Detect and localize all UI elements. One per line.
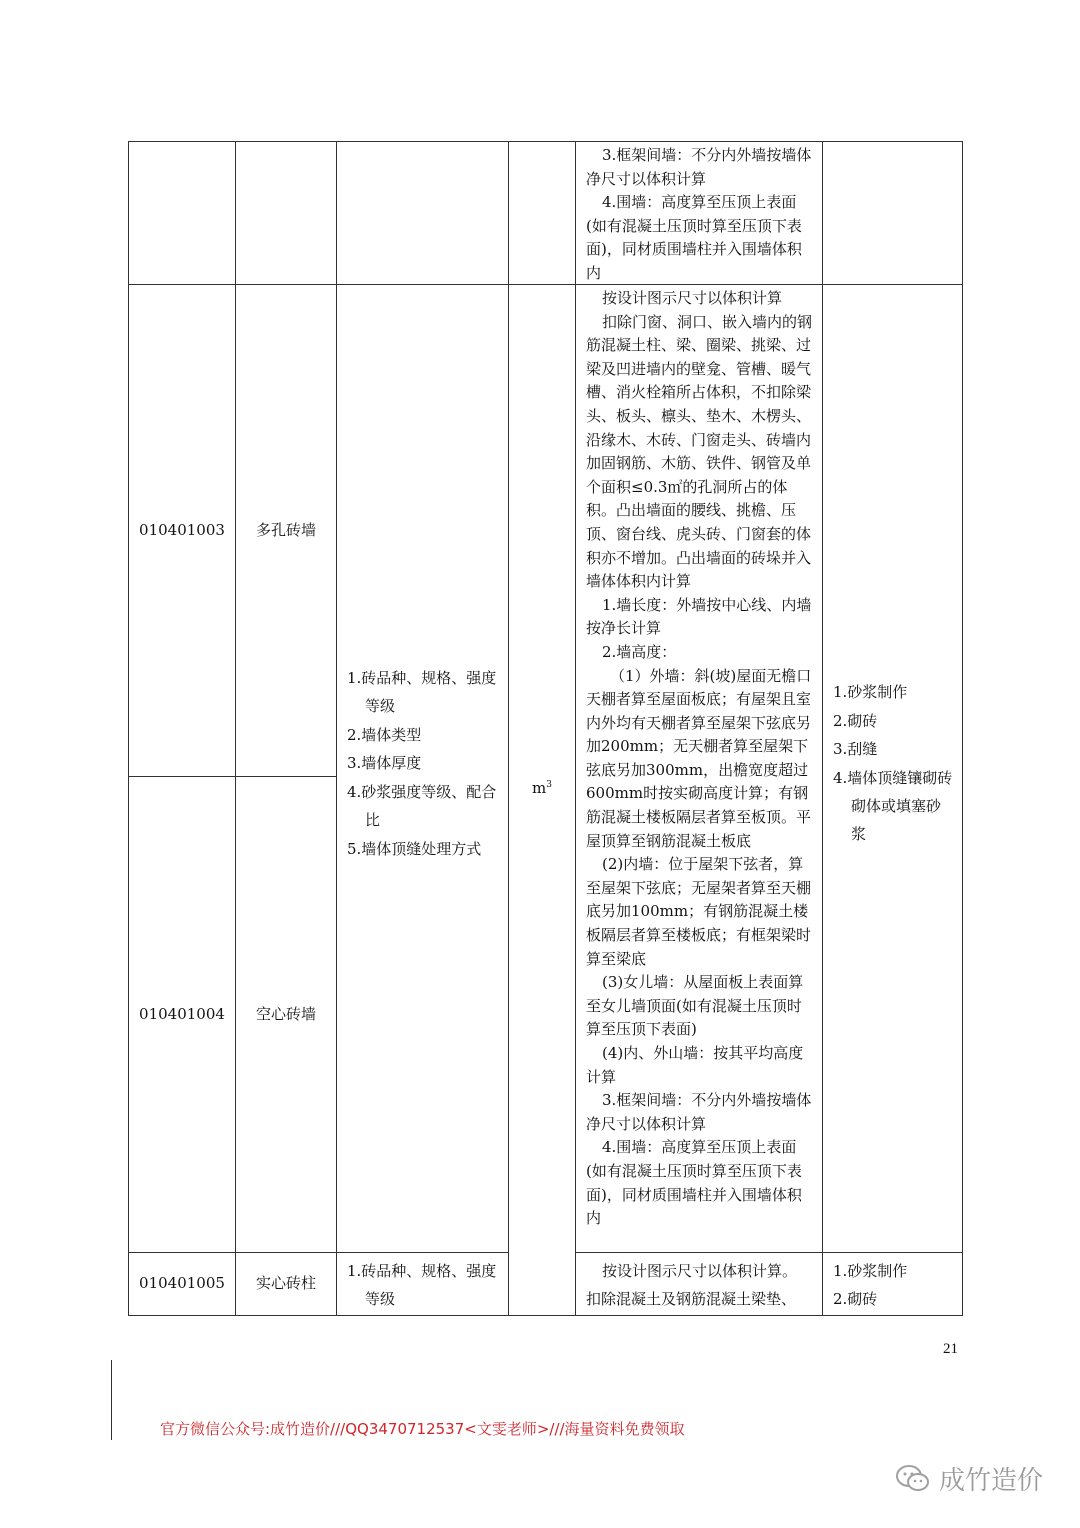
feature-list: [337, 1253, 508, 1314]
rule-text: (3)女儿墙：从屋面板上表面算至女儿墙顶面(如有混凝土压顶时算至压顶下表面): [586, 973, 804, 1039]
item-name: 实心砖柱: [255, 1274, 316, 1293]
feature-item: 3.墙体厚度: [347, 754, 422, 773]
rule-text: 3.框架间墙：不分内外墙按墙体净尺寸以体积计算: [586, 146, 812, 188]
cell-features-top: [336, 141, 509, 285]
work-list: [823, 1253, 962, 1314]
watermark-text: 成竹造价: [939, 1466, 1044, 1496]
item-code: 010401004: [139, 1004, 225, 1023]
rule-text: 按设计图示尺寸以体积计算。: [602, 1262, 798, 1280]
feature-item: 1.砖品种、规格、强度等级: [347, 669, 497, 716]
rule-text: 4.围墙：高度算至压顶上表面(如有混凝土压顶时算至压顶下表面)，同材质围墙柱并入围墙体积内: [586, 1138, 802, 1228]
cell-work-main: [822, 284, 963, 1253]
work-item: 3.刮缝: [833, 740, 878, 759]
feature-item: 4.砂浆强度等级、配合比: [347, 782, 497, 830]
work-item: 2.砌砖: [833, 1290, 878, 1309]
rule-text: （1）外墙：斜(坡)屋面无檐口天棚者算至屋面板底；有屋架且室内外均有天棚者算至屋架下弦底另加200mm；无天棚者算至屋架下弦底另加300mm，出檐宽度超过600mm时按实砌高度计算；有钢筋混凝土楼板隔层者算至板顶。平屋顶算至钢筋混凝土板底: [586, 666, 812, 850]
cell-code-010401003: [128, 284, 236, 777]
work-item: 4.墙体顶缝镶砌砖砌体或填塞砂浆: [833, 768, 953, 844]
wechat-icon: [895, 1464, 931, 1494]
work-list: [823, 678, 962, 848]
cell-rules-top: [575, 141, 823, 285]
item-code: 010401003: [139, 520, 225, 539]
rule-text: 3.框架间墙：不分内外墙按墙体净尺寸以体积计算: [586, 1091, 812, 1133]
rule-text: 1.墙长度：外墙按中心线、内墙按净长计算: [586, 595, 812, 638]
feature-item: 1.砖品种、规格、强度等级: [347, 1262, 497, 1309]
rule-text: 4.围墙：高度算至压顶上表面(如有混凝土压顶时算至压顶下表面)，同材质围墙柱并入围墙体积内: [586, 193, 802, 282]
feature-item: 5.墙体顶缝处理方式: [347, 839, 482, 858]
cell-unit-top: [508, 141, 576, 285]
rule-text: 扣除门窗、洞口、嵌入墙内的钢筋混凝土柱、梁、圈梁、挑梁、过梁及凹进墙内的壁龛、管槽、暖气槽、消火栓箱所占体积，不扣除梁头、板头、檩头、垫木、木楞头、沿缘木、木砖、门窗走头、砖墙内加固钢筋、木筋、铁件、钢管及单个面积≤0.3㎡的孔洞所占的体积。凸出墙面的腰线、挑檐、压顶、窗台线、虎头砖、门窗套的体积亦不增加。凸出墙面的砖垛并入墙体体积内计算: [586, 312, 813, 591]
item-name: 空心砖墙: [255, 1004, 316, 1023]
work-item: 2.砌砖: [833, 711, 878, 730]
cell-unit-main: [508, 284, 576, 1316]
watermark: [895, 1460, 1043, 1497]
cell-name-kongxinzhuanqiang: [235, 776, 337, 1253]
rule-text: (2)内墙：位于屋架下弦者，算至屋架下弦底；无屋架者算至天棚底另加100mm；有钢筋混凝土楼板隔层者算至楼板底；有框架梁时算至梁底: [586, 855, 812, 968]
page-number: 21: [943, 1341, 958, 1357]
margin-line: [111, 1360, 112, 1440]
cell-code-010401004: [128, 776, 236, 1253]
rule-text: (4)内、外山墙：按其平均高度计算: [586, 1044, 804, 1086]
cell-name-top: [235, 141, 337, 285]
footer-text: 官方微信公众号:成竹造价///QQ3470712537<文雯老师>///海量资料免费领取: [160, 1420, 685, 1438]
cell-work-bottom: [822, 1252, 963, 1316]
cell-code-010401005: [128, 1252, 236, 1316]
unit-label: $m^3$: [532, 778, 552, 797]
cell-features-main: [336, 284, 509, 1253]
cell-name-shixinzhuanzhu: [235, 1252, 337, 1316]
cell-rules-main: [575, 284, 823, 1253]
cell-code-top: [128, 141, 236, 285]
rule-text: 按设计图示尺寸以体积计算: [602, 289, 783, 307]
cell-name-duokongzhuanqiang: [235, 284, 337, 777]
item-name: 多孔砖墙: [255, 520, 316, 539]
item-code: 010401005: [139, 1274, 225, 1293]
cell-rules-bottom: [575, 1252, 823, 1316]
work-item: 1.砂浆制作: [833, 1262, 908, 1280]
feature-item: 2.墙体类型: [347, 725, 422, 744]
feature-list: [337, 664, 508, 863]
cell-work-top: [822, 141, 963, 285]
rule-text: 2.墙高度：: [602, 642, 677, 661]
work-item: 1.砂浆制作: [833, 683, 908, 702]
cell-features-bottom: [336, 1252, 509, 1316]
rule-text: 扣除混凝土及钢筋混凝土梁垫、: [586, 1290, 797, 1309]
